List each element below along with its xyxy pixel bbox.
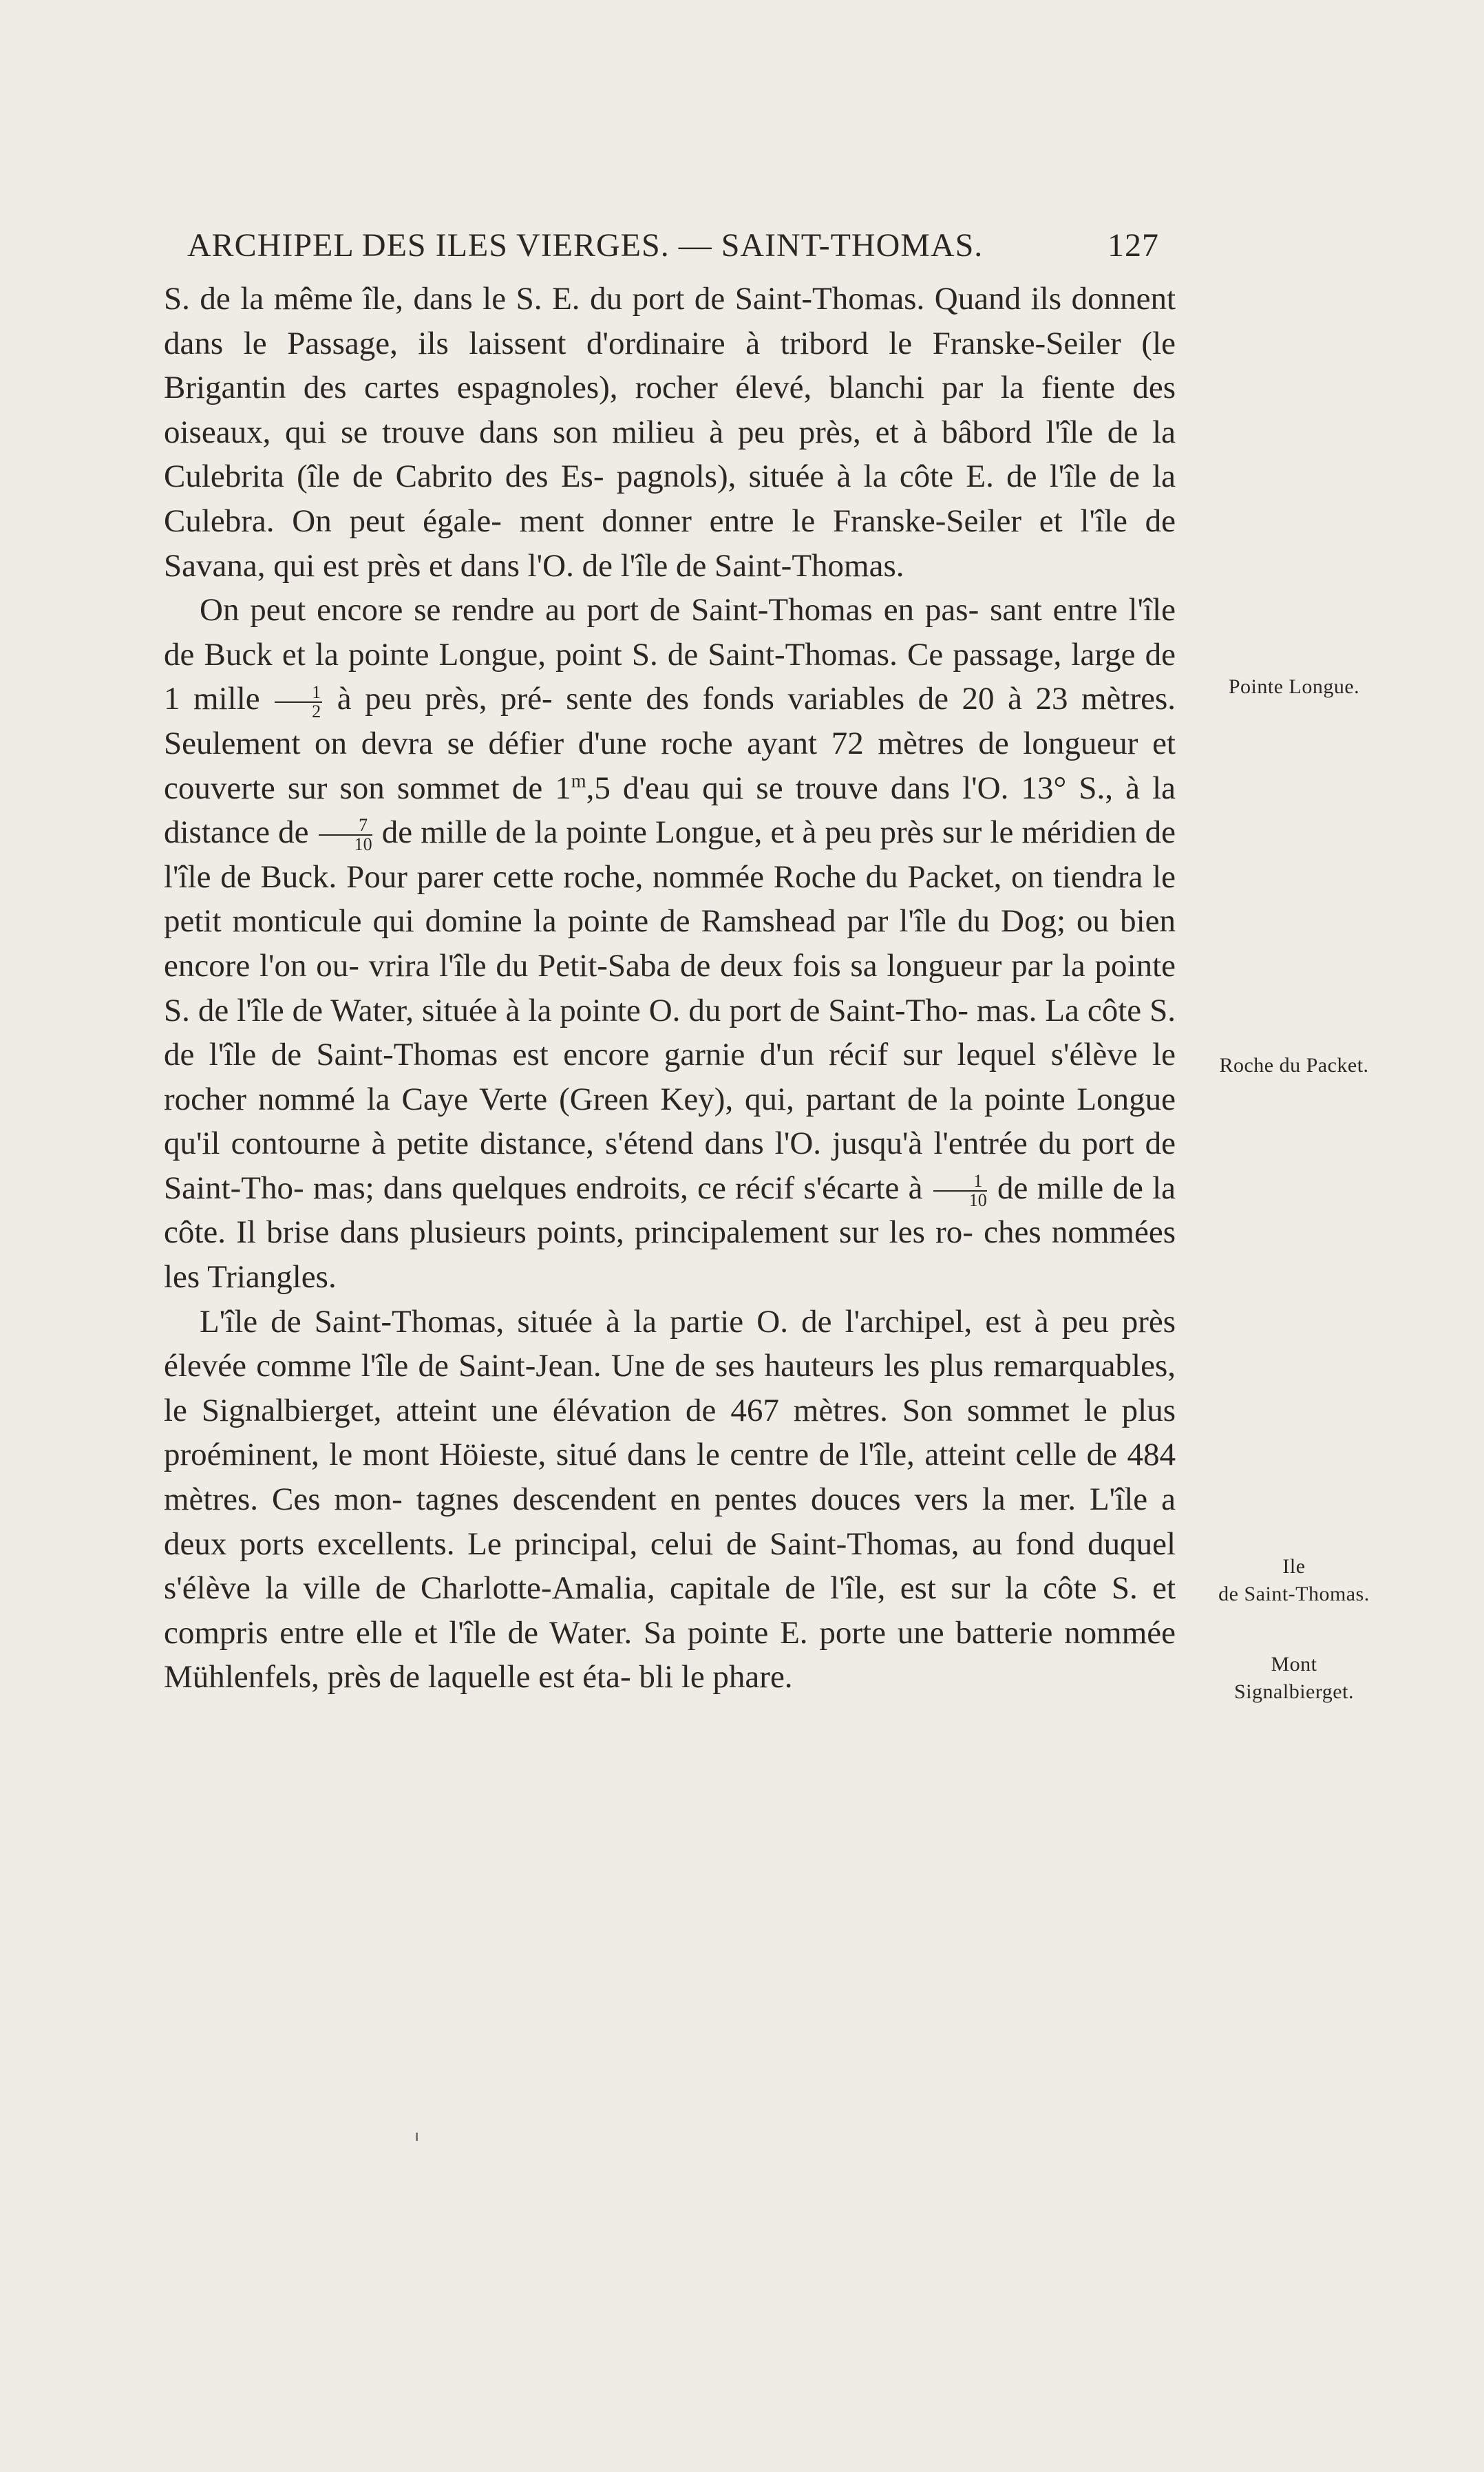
text-line: bli le phare.: [639, 1659, 793, 1695]
ink-speck: [416, 2133, 418, 2141]
body-text: [164, 277, 1176, 1700]
text-line: porte une batterie nommée Mühlenfels, près de laquelle est éta-: [164, 1614, 1176, 1695]
margin-note-mont: [1191, 1651, 1397, 1706]
text-line: sant entre l'île de Buck et la pointe Longue, point S. de: [164, 592, 1176, 673]
text-line: récif sur lequel s'élève le rocher nommé la Caye Verte (Green: [164, 1037, 1176, 1117]
text-line: sente des fonds variables de 20 à 23 mètres. Seulement on devra: [164, 681, 1176, 761]
paragraph-1: [164, 277, 1176, 588]
text-line: mas; dans quelques endroits, ce récif s'écarte à: [312, 1170, 923, 1206]
text-line: Franske-Seiler (le Brigantin des cartes espagnoles), rocher élevé,: [164, 325, 1176, 406]
text-line: à peu près, et à bâbord l'île de la Culebrita (île de Cabrito des Es-: [164, 414, 1176, 495]
text-line: peu près élevée comme l'île de Saint-Jean. Une de ses hauteurs: [164, 1303, 1176, 1384]
text-line: situé dans le centre de l'île, atteint celle de 484 mètres. Ces mon-: [164, 1437, 1176, 1518]
fraction-half: [275, 684, 322, 721]
text-line: L'île de Saint-Thomas, située à la partie O. de l'archipel, est à: [200, 1303, 1049, 1340]
text-line: S. de la même île, dans le S. E. du port de Saint-Thomas. Quand: [164, 281, 1021, 317]
text-line: pointe de Ramshead par l'île du Dog; ou bien encore l'on ou-: [164, 903, 1176, 984]
fraction-numerator: 1: [275, 684, 322, 703]
superscript-m: m: [571, 770, 586, 792]
text-line: ches nommées les Triangles.: [164, 1214, 1176, 1296]
text-line: de mille de: [997, 1170, 1143, 1206]
fraction-denominator: 2: [312, 701, 321, 721]
text-line: blanchi par la fiente des oiseaux, qui se trouve dans son milieu: [164, 370, 1176, 450]
text-line: le méridien de l'île de Buck. Pour parer cette roche, nommée: [164, 814, 1176, 895]
text-line: 467 mètres. Son sommet le plus proéminent, le mont Höieste,: [164, 1392, 1176, 1473]
margin-note-line: Signalbierget.: [1234, 1680, 1354, 1703]
text-line: à peu près, pré-: [337, 681, 553, 717]
text-line: tagnes descendent en pentes douces vers la mer. L'île a deux: [164, 1481, 1176, 1562]
page-number: 127: [1107, 227, 1159, 264]
text-line: S. de l'île de Water, située à la pointe O. du port de Saint-Tho-: [164, 992, 968, 1028]
header-title: ARCHIPEL DES ILES VIERGES. — SAINT-THOMAS.: [187, 227, 984, 264]
text-line: la côte. Il brise dans plusieurs points, principalement sur les ro-: [164, 1170, 1176, 1251]
text-line: les plus remarquables, le Signalbierget, atteint une élévation de: [164, 1348, 1176, 1428]
text-line: pagnols), située à la côte E. de l'île de la Culebra. On peut égale-: [164, 458, 1176, 539]
text-line: duquel s'élève la ville de Charlotte-Amalia, capitale de l'île, est: [164, 1525, 1176, 1607]
text-line: de mille de la pointe Longue, et à peu près sur: [381, 814, 982, 851]
text-line: Key), qui, partant de la pointe Longue qu'il contourne à petite: [164, 1081, 1176, 1162]
paragraph-3: [164, 1300, 1176, 1700]
paragraph-2: [164, 588, 1176, 1300]
text-line: ment donner entre le Franske-Seiler et l'île de Savana, qui est près: [164, 503, 1176, 584]
margin-note-ile: [1191, 1553, 1397, 1608]
text-line: mas. La côte S. de l'île de Saint-Thomas est encore garnie d'un: [164, 992, 1176, 1073]
text-line: ,5 d'eau qui se trouve dans l'O. 13° S., à: [586, 770, 1140, 806]
text-line: ils donnent dans le Passage, ils laissent d'ordinaire à tribord le: [164, 281, 1176, 361]
text-line: Saint-Thomas. Ce passage, large de 1 mille: [164, 636, 1176, 717]
text-line: ports excellents. Le principal, celui de Saint-Thomas, au fond: [240, 1525, 1075, 1562]
text-line: sur la côte S. et compris entre elle et l'île de Water. Sa pointe E.: [164, 1570, 1176, 1651]
margin-note-line: Mont: [1271, 1653, 1317, 1676]
margin-note-line: Ile: [1282, 1555, 1306, 1578]
text-line: se défier d'une roche ayant 72 mètres de longueur et couverte: [164, 725, 1176, 806]
text-line: sur son sommet de 1: [287, 770, 571, 806]
fraction-seven-tenths: [319, 816, 372, 854]
margin-note-line: de Saint-Thomas.: [1218, 1583, 1370, 1605]
text-line: la distance de: [164, 770, 1176, 851]
text-line: Roche du Packet, on tiendra le petit monticule qui domine la: [164, 858, 1176, 940]
margin-note-roche-packet: Roche du Packet.: [1219, 1054, 1369, 1077]
margin-note-pointe-longue: Pointe Longue.: [1228, 675, 1360, 698]
text-line: On peut encore se rendre au port de Saint-Thomas en pas-: [200, 592, 979, 628]
text-line: et dans l'O. de l'île de Saint-Thomas.: [429, 547, 904, 584]
fraction-numerator: 1: [933, 1172, 987, 1192]
running-header: [187, 222, 1159, 270]
fraction-denominator: 10: [354, 834, 372, 855]
fraction-denominator: 10: [968, 1190, 987, 1211]
fraction-one-tenth: [933, 1172, 987, 1209]
text-line: distance, s'étend dans l'O. jusqu'à l'entrée du port de Saint-Tho-: [164, 1126, 1176, 1206]
text-line: vrira l'île du Petit-Saba de deux fois sa longueur par la pointe: [368, 947, 1176, 984]
fraction-numerator: 7: [319, 816, 372, 836]
